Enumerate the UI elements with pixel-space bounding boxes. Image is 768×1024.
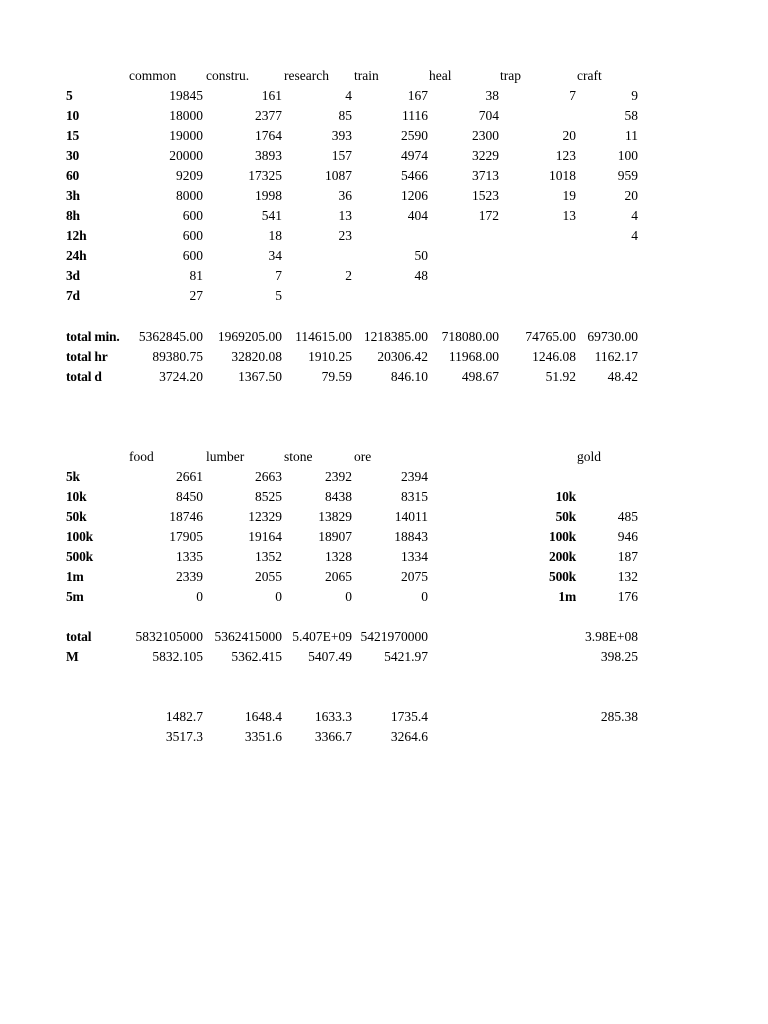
table-cell: 18: [268, 228, 282, 243]
total-cell: 74765.00: [525, 329, 576, 344]
table-cell: 1328: [325, 549, 352, 564]
total-cell: 846.10: [390, 369, 428, 384]
table-cell: 8438: [325, 489, 352, 504]
table-cell: 13: [562, 208, 576, 223]
header-gold: gold: [577, 449, 602, 464]
gold-cell: 176: [617, 589, 638, 604]
m-cell: 5421.97: [384, 649, 428, 664]
table-cell: 85: [338, 108, 352, 123]
table-cell: 0: [275, 589, 282, 604]
table-cell: 1523: [472, 188, 499, 203]
table-cell: 13829: [318, 509, 352, 524]
header-research: research: [284, 68, 329, 83]
table-cell: 172: [478, 208, 499, 223]
gold-cell: 187: [617, 549, 638, 564]
table-cell: [548, 266, 638, 286]
row-label: 3d: [66, 268, 80, 283]
table-cell: 17325: [248, 168, 282, 183]
row-label: 7d: [66, 288, 80, 303]
gold-extra: 285.38: [600, 709, 638, 724]
table-cell: 4974: [401, 148, 428, 163]
row-label: 12h: [66, 228, 87, 243]
table-cell: 600: [182, 248, 203, 263]
table-cell: 36: [338, 188, 352, 203]
total-cell: 69730.00: [587, 329, 638, 344]
header-craft: craft: [577, 68, 602, 83]
row-label: 8h: [66, 208, 80, 223]
total-cell: 718080.00: [441, 329, 499, 344]
gold-total: 3.98E+08: [585, 629, 638, 644]
total-cell: 89380.75: [152, 349, 203, 364]
table-cell: 0: [421, 589, 428, 604]
header-food: food: [129, 449, 154, 464]
gold-row-label: 50k: [555, 509, 576, 524]
row-label: 50k: [66, 509, 87, 524]
table-cell: 100: [617, 148, 638, 163]
gold-row-label: 200k: [549, 549, 576, 564]
row-label: 1m: [66, 569, 84, 584]
row-label: 60: [66, 168, 80, 183]
extra-cell: 3517.3: [165, 729, 203, 744]
header-train: train: [354, 68, 379, 83]
table-cell: 23: [338, 228, 352, 243]
table-cell: 8525: [255, 489, 282, 504]
header-common: common: [129, 68, 177, 83]
table-cell: 600: [182, 228, 203, 243]
gold-cell: 946: [617, 529, 638, 544]
total-cell: 11968.00: [448, 349, 499, 364]
gold-row-label: 500k: [549, 569, 576, 584]
header-stone: stone: [284, 449, 313, 464]
m-cell: 5832.105: [152, 649, 203, 664]
extra-cell: 3366.7: [314, 729, 352, 744]
table-cell: 2392: [325, 469, 352, 484]
table-cell: 3893: [255, 148, 282, 163]
total-cell: 48.42: [607, 369, 638, 384]
table-cell: 19000: [169, 128, 203, 143]
row-label: 3h: [66, 188, 80, 203]
gold-cell: [578, 487, 638, 507]
table-cell: 50: [414, 248, 428, 263]
table-cell: 2075: [401, 569, 428, 584]
table-cell: 34: [268, 248, 282, 263]
table-cell: 12329: [248, 509, 282, 524]
table-cell: 0: [345, 589, 352, 604]
table-cell: 1334: [401, 549, 428, 564]
gold-row-label: 100k: [549, 529, 576, 544]
extra-cell: 1735.4: [390, 709, 428, 724]
table-cell: 18907: [318, 529, 352, 544]
total-cell: 1969205.00: [217, 329, 282, 344]
table-cell: 600: [182, 208, 203, 223]
total-cell: 1162.17: [594, 349, 638, 364]
table-cell: 2663: [255, 469, 282, 484]
table-cell: 20: [624, 188, 638, 203]
table-cell: 19: [562, 188, 576, 203]
extra-cell: 3264.6: [390, 729, 428, 744]
table-cell: 81: [189, 268, 203, 283]
extra-cell: 1648.4: [244, 709, 282, 724]
gold-row-label: 1m: [558, 589, 576, 604]
total-cell: 1910.25: [308, 349, 352, 364]
total-cell: 1246.08: [532, 349, 576, 364]
header-trap: trap: [500, 68, 521, 83]
table-cell: 1998: [255, 188, 282, 203]
header-constru: constru.: [206, 68, 250, 83]
row-label: 30: [66, 148, 80, 163]
total-cell: 20306.42: [377, 349, 428, 364]
table-cell: 58: [624, 108, 638, 123]
table-cell: 7: [275, 268, 282, 283]
total-cell: 5362415000: [214, 629, 282, 644]
table-cell: 541: [261, 208, 282, 223]
gold-row-label: 10k: [555, 489, 576, 504]
m-cell: 5362.415: [231, 649, 282, 664]
total-cell: 5421970000: [360, 629, 428, 644]
table-cell: 4: [631, 228, 638, 243]
total-cell: 79.59: [321, 369, 352, 384]
total-cell: 114615.00: [295, 329, 352, 344]
row-label: 15: [66, 128, 80, 143]
table-cell: 1206: [401, 188, 428, 203]
table-cell: 167: [407, 88, 428, 103]
gold-cell: 132: [617, 569, 638, 584]
table-cell: 1018: [549, 168, 576, 183]
table-cell: 5: [275, 288, 282, 303]
table-cell: 4: [631, 208, 638, 223]
gold-m: 398.25: [600, 649, 638, 664]
extra-cell: 3351.6: [244, 729, 282, 744]
table-cell: 20000: [169, 148, 203, 163]
table-cell: 3713: [472, 168, 499, 183]
table-cell: 4: [345, 88, 352, 103]
table-cell: 7: [569, 88, 576, 103]
table-cell: 20: [562, 128, 576, 143]
table-cell: 959: [617, 168, 638, 183]
table-cell: 18746: [169, 509, 203, 524]
table-cell: 9: [631, 88, 638, 103]
table-cell: 8450: [176, 489, 203, 504]
table-cell: 13: [338, 208, 352, 223]
table-cell: 393: [331, 128, 352, 143]
table-cell: 18843: [394, 529, 428, 544]
table-cell: 19845: [169, 88, 203, 103]
table-cell: 2590: [401, 128, 428, 143]
table-cell: 19164: [248, 529, 282, 544]
table-cell: 14011: [394, 509, 428, 524]
total-cell: 1218385.00: [363, 329, 428, 344]
table-cell: 3229: [472, 148, 499, 163]
table-cell: 8315: [401, 489, 428, 504]
m-cell: 5407.49: [308, 649, 352, 664]
table-cell: 2: [345, 268, 352, 283]
table-cell: 5466: [401, 168, 428, 183]
table-cell: 1352: [255, 549, 282, 564]
table-cell: 2055: [255, 569, 282, 584]
extra-cell: 1482.7: [165, 709, 203, 724]
total-cell: 1367.50: [238, 369, 282, 384]
table-cell: 2339: [176, 569, 203, 584]
table-cell: [548, 246, 638, 266]
extra-cell: 1633.3: [314, 709, 352, 724]
header-ore: ore: [354, 449, 372, 464]
row-label: 500k: [66, 549, 93, 564]
table-cell: 1116: [402, 108, 428, 123]
table-cell: 2377: [255, 108, 282, 123]
table-cell: 1764: [255, 128, 282, 143]
table-cell: 123: [555, 148, 576, 163]
total-cell: 51.92: [545, 369, 576, 384]
table-cell: 704: [478, 108, 499, 123]
total-cell: 498.67: [461, 369, 499, 384]
row-label: 5k: [66, 469, 80, 484]
row-label: 5m: [66, 589, 84, 604]
table-cell: 2661: [176, 469, 203, 484]
row-label: 100k: [66, 529, 93, 544]
table-cell: 11: [625, 128, 638, 143]
table-cell: 2394: [401, 469, 428, 484]
header-heal: heal: [429, 68, 452, 83]
total-row-label: total min.: [66, 329, 120, 344]
gold-cell: 485: [617, 509, 638, 524]
table-cell: 17905: [169, 529, 203, 544]
row-label: 10: [66, 108, 80, 123]
header-lumber: lumber: [206, 449, 245, 464]
total-row-label: total: [66, 629, 92, 644]
total-cell: 32820.08: [231, 349, 282, 364]
row-label: 24h: [66, 248, 87, 263]
table-cell: 18000: [169, 108, 203, 123]
table-cell: 9209: [176, 168, 203, 183]
total-cell: 5362845.00: [138, 329, 203, 344]
table-cell: 27: [189, 288, 203, 303]
row-label: 5: [66, 88, 73, 103]
m-row-label: M: [66, 649, 79, 664]
total-row-label: total hr: [66, 349, 108, 364]
table-cell: 0: [196, 589, 203, 604]
table-cell: 1087: [325, 168, 352, 183]
table-cell: 1335: [176, 549, 203, 564]
table-cell: 8000: [176, 188, 203, 203]
table-cell: 161: [261, 88, 282, 103]
table-cell: 404: [407, 208, 428, 223]
table-cell: 2300: [472, 128, 499, 143]
row-label: 10k: [66, 489, 87, 504]
table-cell: 38: [485, 88, 499, 103]
total-cell: 5832105000: [135, 629, 203, 644]
total-row-label: total d: [66, 369, 102, 384]
table-cell: 2065: [325, 569, 352, 584]
total-cell: 3724.20: [159, 369, 203, 384]
table-cell: 48: [414, 268, 428, 283]
table-cell: 157: [331, 148, 352, 163]
total-cell: 5.407E+09: [292, 629, 352, 644]
table-cell: [548, 286, 638, 306]
